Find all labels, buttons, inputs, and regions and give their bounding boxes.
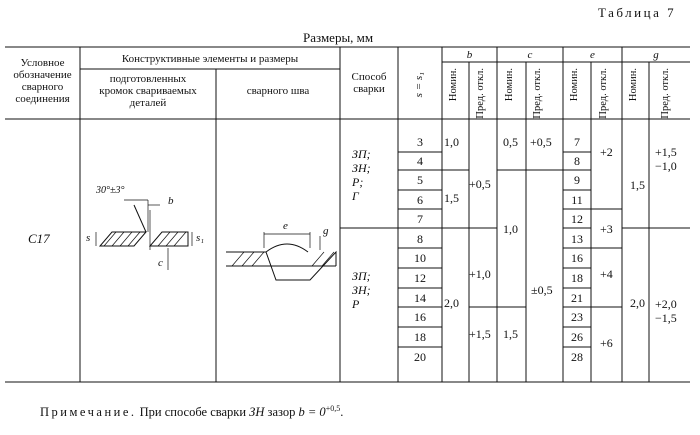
drawing-b-label: b <box>168 195 174 207</box>
note-text: При способе сварки <box>139 405 247 420</box>
list-item: 13 <box>571 232 583 246</box>
c-deviation-1: +0,5 <box>530 135 552 149</box>
note-exponent: +0,5 <box>325 404 341 413</box>
g-deviation-1-upper: +1,5 <box>655 145 677 159</box>
e-nominal-header: Номин. <box>569 68 580 102</box>
prepared-edges-drawing <box>96 200 192 270</box>
list-item: 14 <box>414 291 426 305</box>
c-nominal-header: Номин. <box>504 68 515 102</box>
list-item: 16 <box>414 310 426 324</box>
note <box>40 405 343 419</box>
list-item: 18 <box>414 330 426 344</box>
list-item: 23 <box>571 310 583 324</box>
g-deviation-2-lower: −1,5 <box>655 311 677 325</box>
note-label: Примечание. <box>40 405 137 420</box>
col-b-header: b <box>466 49 473 61</box>
dimensions-caption: Размеры, мм <box>303 30 374 45</box>
list-item: 4 <box>417 154 423 168</box>
g-nominal-2: 2,0 <box>630 296 645 310</box>
list-item: 26 <box>571 330 583 344</box>
list-item: 21 <box>571 291 583 305</box>
b-nominal-header: Номин. <box>448 68 459 102</box>
e-deviation-4: +6 <box>600 336 613 350</box>
g-nominal-1: 1,5 <box>630 178 645 192</box>
list-item: 6 <box>417 193 423 207</box>
b-deviation-1: +0,5 <box>469 177 491 191</box>
list-item: 8 <box>574 154 580 168</box>
list-item: 12 <box>414 271 426 285</box>
b-nominal-2: 1,5 <box>444 191 459 205</box>
drawing-s1-label: s₁ <box>196 232 205 244</box>
list-item: 10 <box>414 251 426 265</box>
note-end: . <box>340 405 344 420</box>
col-g-header: g <box>653 49 659 61</box>
c-nominal-2: 1,0 <box>503 222 518 236</box>
list-item: 16 <box>571 251 583 265</box>
list-item: 7 <box>574 135 580 149</box>
drawing-s-label: s <box>86 232 91 244</box>
e-deviation-1: +2 <box>600 145 613 159</box>
g-deviation-2-upper: +2,0 <box>655 297 677 311</box>
list-item: 8 <box>417 232 423 246</box>
c-nominal-1: 0,5 <box>503 135 518 149</box>
g-deviation-1-lower: −1,0 <box>655 159 677 173</box>
list-item: 9 <box>574 173 580 187</box>
note-formula: b = 0 <box>298 405 326 420</box>
list-item: 18 <box>571 271 583 285</box>
b-nominal-1: 1,0 <box>444 135 459 149</box>
list-item: 5 <box>417 173 423 187</box>
table-label: Таблица 7 <box>598 5 677 20</box>
col-e-header: e <box>590 49 595 61</box>
b-deviation-2: +1,0 <box>469 267 491 281</box>
note-method: ЗН <box>249 405 265 420</box>
list-item: 12 <box>571 212 583 226</box>
c-deviation-header: Пред. откл. <box>532 68 543 119</box>
drawing-e-label: e <box>283 220 288 232</box>
structural-elements-header: Конструктивные элементы и размеры <box>121 53 299 65</box>
angle-label: 30°±3° <box>96 185 125 196</box>
c-nominal-3: 1,5 <box>503 327 518 341</box>
c-deviation-2: ±0,5 <box>531 283 553 297</box>
list-item: 7 <box>417 212 423 226</box>
list-item: 3 <box>417 135 423 149</box>
e-deviation-3: +4 <box>600 267 613 281</box>
g-nominal-header: Номин. <box>628 68 639 102</box>
drawing-c-label: c <box>158 257 163 269</box>
g-deviation-header: Пред. откл. <box>660 68 671 119</box>
list-item: 11 <box>571 193 583 207</box>
b-nominal-3: 2,0 <box>444 296 459 310</box>
weld-seam-drawing <box>226 232 336 280</box>
b-deviation-3: +1,5 <box>469 327 491 341</box>
drawing-g-label: g <box>323 225 329 237</box>
thickness-header: s = s₁ <box>413 72 425 98</box>
list-item: 20 <box>414 350 426 364</box>
e-deviation-2: +3 <box>600 222 613 236</box>
weld-seam-header: сварного шва <box>246 85 310 97</box>
note-text2: зазор <box>267 405 296 420</box>
list-item: 28 <box>571 350 583 364</box>
b-deviation-header: Пред. откл. <box>475 68 486 119</box>
joint-code: С17 <box>28 231 50 246</box>
col-c-header: c <box>527 49 533 61</box>
e-deviation-header: Пред. откл. <box>598 68 609 119</box>
